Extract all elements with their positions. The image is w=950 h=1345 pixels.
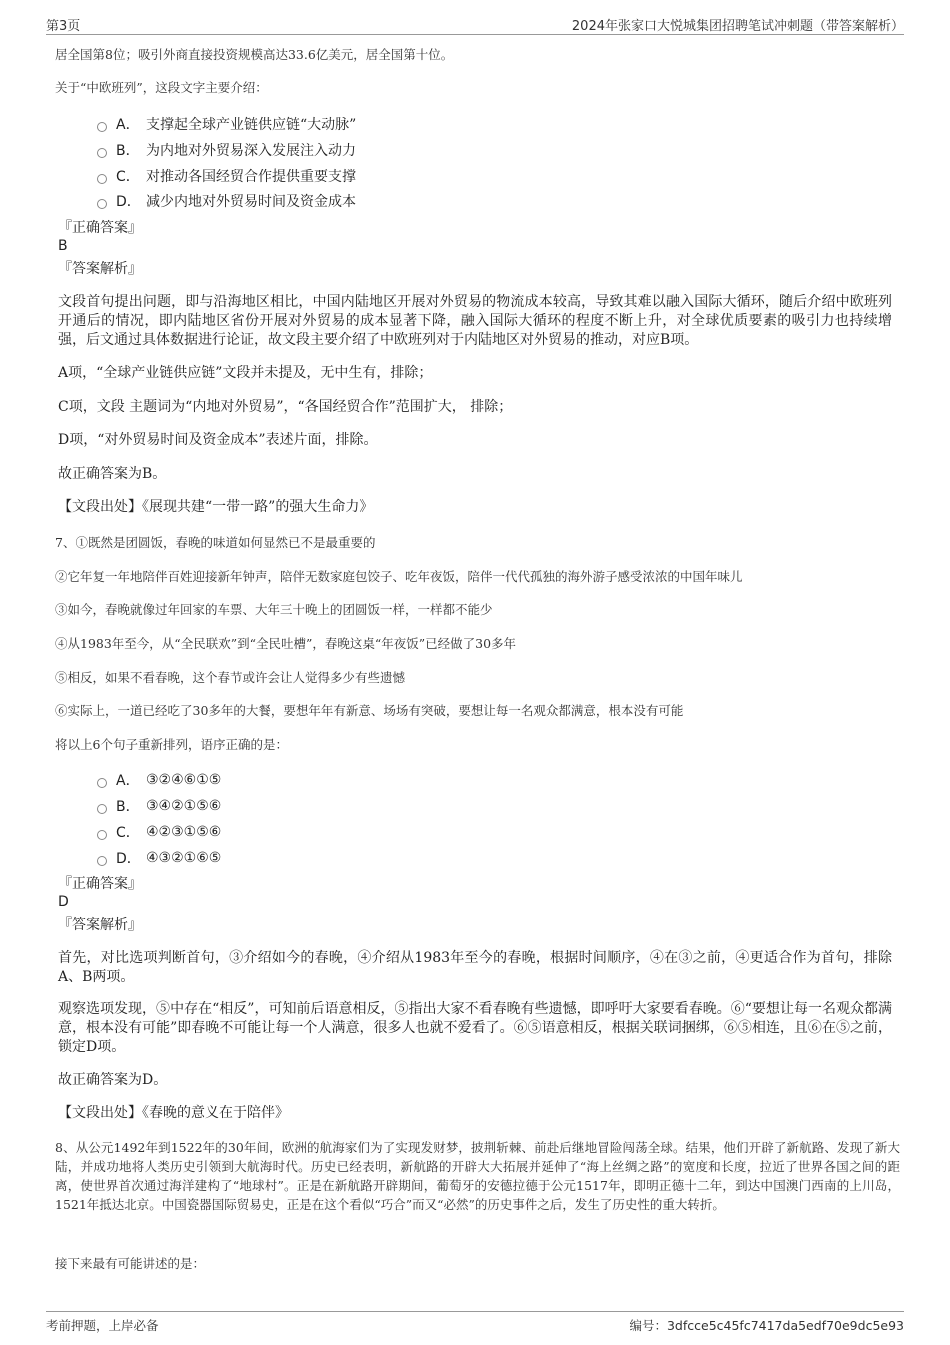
option-text: ④③②①⑥⑤ [146,850,222,866]
document-title: 2024年张家口大悦城集团招聘笔试冲刺题（带答案解析） [571,19,904,34]
q6-analysis-main: 文段首句提出问题，即与沿海地区相比，中国内陆地区开展对外贸易的物流成本较高，导致其难以融入国际大循环，随后介绍中欧班列开通后的情况，即内陆地区省份开展对外贸易的成本显著下降，融入国际大循环的程度不断上升，对全球优质要素的吸引力也持续增强，后文通过具体数据进行论证，故文段主要介绍了中欧班列对于内陆地区对外贸易的推动，对应B项。 [58,294,892,348]
q6-intro-tail: 居全国第8位；吸引外商直接投资规模高达33.6亿美元，居全国第十位。 [55,47,454,62]
q7-option-a[interactable] [97,770,221,790]
q7-answer: D [58,894,69,910]
option-letter: B． [116,799,140,815]
q7-question: 将以上6个句子重新排列，语序正确的是： [55,737,288,752]
q6-analysis-d: D项，“对外贸易时间及资金成本”表述片面，排除。 [58,432,378,448]
radio-icon[interactable] [97,778,107,788]
option-text: 减少内地对外贸易时间及资金成本 [146,194,356,210]
radio-icon[interactable] [97,122,107,132]
q6-source: 【文段出处】《展现共建“一带一路”的强大生命力》 [58,499,374,515]
radio-icon[interactable] [97,804,107,814]
q7-analysis-2: 观察选项发现，⑤中存在“相反”，可知前后语意相反，⑤指出大家不看春晚有些遗憾，即呼吁大家要看春晚。⑥“要想让每一名观众都满意，根本没有可能”即春晚不可能让每一个人满意，很多人也就不爱看了。⑥⑤语意相反，根据关联词捆绑，⑥⑤相连，且⑥在⑤之前，锁定D项。 [58,1001,892,1055]
q7-sentence-6: ⑥实际上，一道已经吃了30多年的大餐，要想年年有新意、场场有突破，要想让每一名观众都满意，根本没有可能 [55,703,684,718]
radio-icon[interactable] [97,856,107,866]
document-id: 编号：3dfcce5c45fc7417da5edf70e9dc5e93 [629,1318,904,1333]
q7-option-c[interactable] [97,822,221,842]
option-text: ③④②①⑤⑥ [146,798,222,814]
q7-sentence-5: ⑤相反，如果不看春晚，这个春节或许会让人觉得多少有些遗憾 [55,670,406,685]
q8-passage: 8、从公元1492年到1522年的30年间，欧洲的航海家们为了实现发财梦，披荆斩棘、前赴后继地冒险闯荡全球。结果，他们开辟了新航路、发现了新大陆，并成功地将人类历史引领到大航海时代。历史已经表明，新航路的开辟大大拓展并延伸了“海上丝绸之路”的宽度和长度，拉近了世界各国之间的距离，使世界首次通过海洋建构了“地球村”。正是在新航路开辟期间，葡萄牙的安德拉德于公元1517年，即明正德十二年，到达中国澳门西南的上川岛，1521年抵达北京。中国瓷器国际贸易史，正是在这个看似“巧合”而又“必然”的历史事件之后，发生了历史性的重大转折。 [55,1140,900,1212]
q7-sentence-3: ③如今，春晚就像过年回家的车票、大年三十晚上的团圆饭一样，一样都不能少 [55,602,493,617]
q6-option-b[interactable] [97,140,356,160]
q6-analysis-label: 『答案解析』 [58,261,142,277]
option-text: 为内地对外贸易深入发展注入动力 [146,143,356,159]
q7-option-b[interactable] [97,796,221,816]
q6-option-c[interactable] [97,166,356,186]
page-number: 第3页 [46,19,81,34]
radio-icon[interactable] [97,199,107,209]
q7-source: 【文段出处】《春晚的意义在于陪伴》 [58,1105,289,1121]
q7-answer-label: 『正确答案』 [58,876,142,892]
radio-icon[interactable] [97,174,107,184]
q7-sentence-4: ④从1983年至今，从“全民联欢”到“全民吐槽”，春晚这桌“年夜饭”已经做了30多年 [55,636,517,651]
q6-analysis-c: C项，文段 主题词为“内地对外贸易”，“各国经贸合作”范围扩大， 排除； [58,399,513,415]
option-letter: C． [116,169,140,185]
q7-option-d[interactable] [97,848,221,868]
option-letter: D． [116,851,141,867]
q7-sentence-1: 7、①既然是团圆饭，春晚的味道如何显然已不是最重要的 [55,535,376,550]
q7-sentence-2: ②它年复一年地陪伴百姓迎接新年钟声，陪伴无数家庭包饺子、吃年夜饭，陪伴一代代孤独的海外游子感受浓浓的中国年味儿 [55,569,743,584]
option-letter: A． [116,773,140,789]
q7-analysis-1: 首先，对比选项判断首句，③介绍如今的春晚，④介绍从1983年至今的春晚，根据时间顺序，④在③之前，④更适合作为首句，排除A、B两项。 [58,950,892,985]
q6-answer-label: 『正确答案』 [58,220,142,236]
footer-slogan: 考前押题，上岸必备 [46,1318,159,1333]
page-footer [46,1311,904,1336]
q6-option-d[interactable] [97,191,356,211]
q6-analysis-a: A项，“全球产业链供应链”文段并未提及，无中生有，排除； [58,365,433,381]
option-text: 支撑起全球产业链供应链“大动脉” [146,117,357,133]
q6-option-a[interactable] [97,114,356,134]
radio-icon[interactable] [97,830,107,840]
option-letter: B． [116,143,140,159]
radio-icon[interactable] [97,148,107,158]
option-letter: D． [116,194,141,210]
q6-answer: B [58,238,68,254]
option-text: ③②④⑥①⑤ [146,772,222,788]
option-text: ④②③①⑤⑥ [146,824,222,840]
option-text: 对推动各国经贸合作提供重要支撑 [146,169,356,185]
q7-conclusion: 故正确答案为D。 [58,1072,168,1088]
option-letter: C． [116,825,140,841]
q6-question: 关于“中欧班列”，这段文字主要介绍： [55,80,268,95]
page-header [46,14,904,35]
q7-analysis-label: 『答案解析』 [58,917,142,933]
q6-conclusion: 故正确答案为B。 [58,466,167,482]
option-letter: A． [116,117,140,133]
q8-question: 接下来最有可能讲述的是： [55,1256,206,1271]
